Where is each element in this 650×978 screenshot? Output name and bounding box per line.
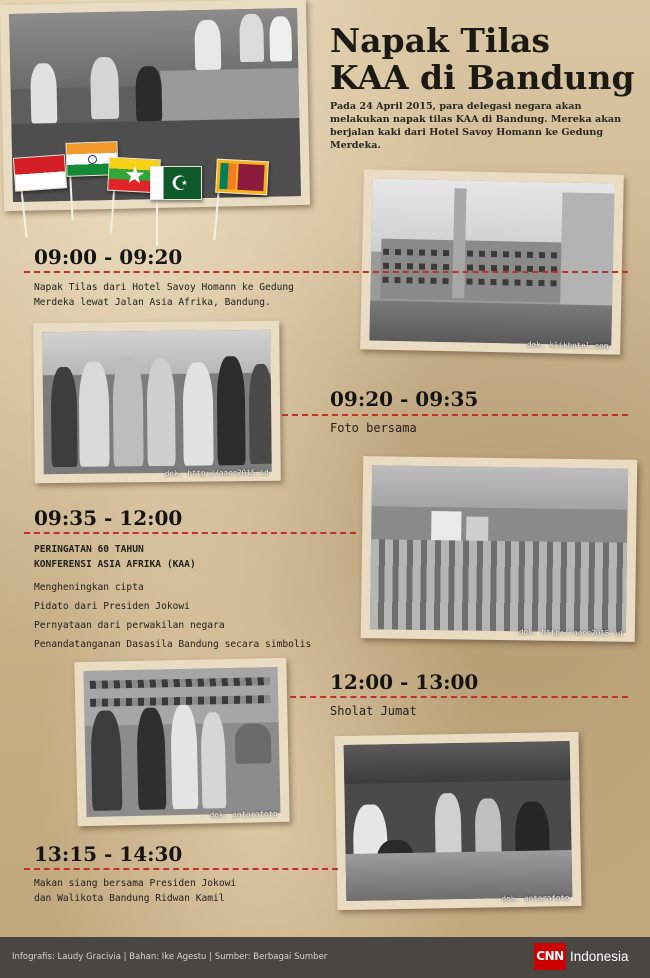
intro-text: Pada 24 April 2015, para delegasi negara akan melakukan napak tilas KAA di Bandung. Mereka akan berjalan kaki dari Hotel Savoy Homann ke Gedung Merdeka. [330, 101, 622, 151]
timeline-divider [24, 868, 338, 870]
delegates-walking-image [42, 330, 271, 474]
photo-credit: dok. http://aacc2015.id [164, 467, 269, 478]
lion-emblem-icon [237, 164, 264, 191]
schedule-description-1: Napak Tilas dari Hotel Savoy Homann ke Gedung Merdeka lewat Jalan Asia Afrika, Bandung. [34, 282, 294, 308]
indonesia-flag [13, 154, 67, 192]
cnn-indonesia-text[interactable]: Indonesia [570, 949, 629, 964]
schedule-description-5: Makan siang bersama Presiden Jokowi dan Walikota Bandung Ridwan Kamil [34, 878, 237, 904]
timeline-divider [282, 414, 628, 416]
photo-credit: dok. antarafoto [209, 809, 278, 820]
schedule-time-5: 13:15 - 14:30 [34, 842, 183, 866]
conference-hall-image [370, 465, 628, 633]
timeline-divider [290, 696, 628, 698]
cnn-logo[interactable]: CNN [534, 943, 566, 970]
schedule-time-1: 09:00 - 09:20 [34, 245, 183, 269]
schedule-description-4: Sholat Jumat [330, 704, 417, 718]
photo-credit: dok. http://aacc2015.id [518, 627, 623, 638]
street-procession-image [83, 667, 280, 820]
schedule-time-3: 09:35 - 12:00 [34, 506, 183, 530]
schedule-description-3: PERINGATAN 60 TAHUN KONFERENSI ASIA AFRIKA (KAA) Mengheningkan cipta Pidato dari Presiden Jokowi Pernyataan dari perwakilan negara Penandatanganan Dasasila Bandung secara simbolis [34, 544, 312, 650]
pakistan-flag [150, 166, 202, 200]
title-line-1: Napak Tilas [330, 21, 550, 60]
title-line-2: KAA di Bandung [330, 58, 635, 97]
schedule-description-2: Foto bersama [330, 421, 417, 435]
schedule-time-4: 12:00 - 13:00 [330, 670, 479, 694]
photo-street-procession [74, 658, 289, 826]
photo-credit: dok. klikhotel.com [526, 339, 609, 351]
photo-delegates-walking [33, 321, 281, 484]
photo-hotel-savoy-homann [360, 169, 624, 354]
photo-lunch-banquet [335, 732, 582, 910]
lunch-banquet-image [344, 741, 573, 904]
star-icon: ★ [123, 160, 147, 190]
footer-credits: Infografis: Laudy Gracivia | Bahan: Ike Agestu | Sumber: Berbagai Sumber [12, 952, 328, 962]
timeline-divider [24, 532, 356, 534]
hotel-savoy-homann-image [369, 178, 614, 345]
sri-lanka-flag [215, 159, 269, 196]
ashoka-chakra-icon [88, 155, 97, 164]
schedule-time-2: 09:20 - 09:35 [330, 387, 479, 411]
timeline-divider [24, 271, 628, 273]
page-title [330, 22, 640, 96]
crescent-star-icon: ☪ [171, 171, 189, 195]
photo-credit: dok. antarafoto [501, 893, 570, 904]
photo-conference-hall [361, 456, 638, 642]
